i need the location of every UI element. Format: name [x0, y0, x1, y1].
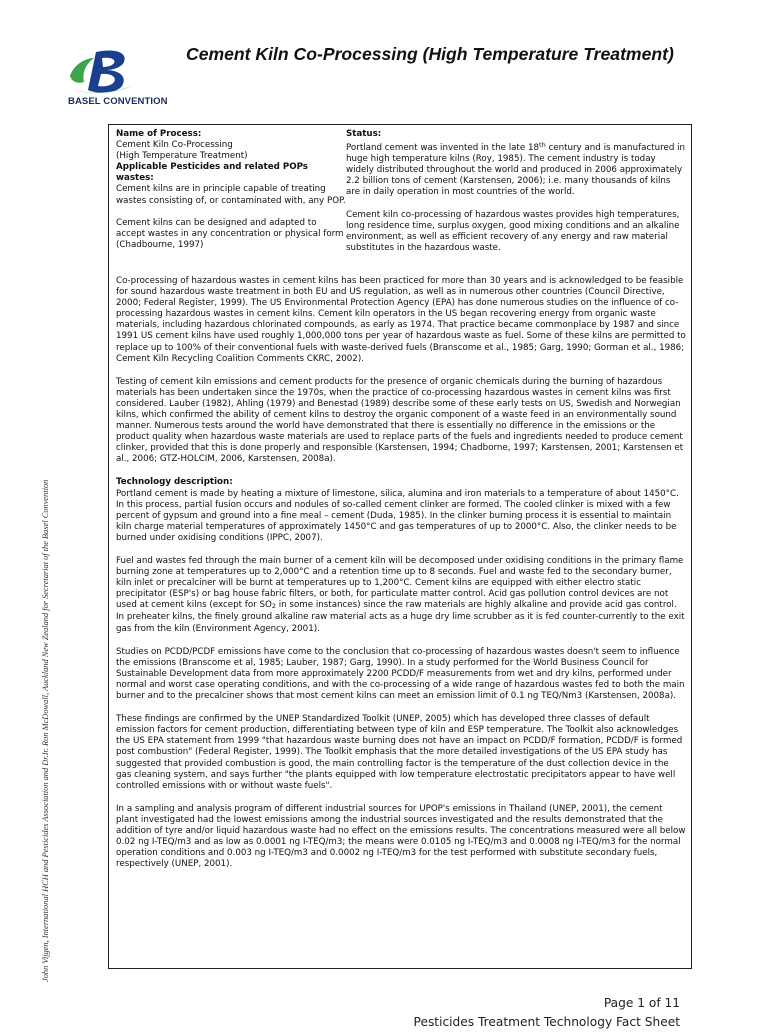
status-block: [346, 129, 686, 199]
applicable-text-2: Cement kilns can be designed and adapted to accept wastes in any concentration or physical form (Chadbourne, 1997): [116, 217, 344, 250]
status-superscript: th: [539, 141, 546, 150]
technology-heading: Technology description:: [116, 477, 233, 488]
so2-subscript: 2: [271, 602, 276, 611]
burners-text-a: Fuel and wastes fed through the main burner of a cement kiln will be decomposed under oxidising conditions in the primary flame burning zone at temperatures up to 2,000°C and a retention time up to 8 seconds. Fuel and waste fed to the secondary burner, kiln inlet or precalciner will be burnt at temperatures up to 1,200°C. Cement kilns are equipped with either electro static precipitator (ESP's) or bag house fabric filters, or both, for particulate matter control. Acid gas pollution control devices are not used at cement kilns (except for SO: [116, 556, 684, 611]
basel-logo-icon: [66, 46, 156, 96]
footer-series: Pesticides Treatment Technology Fact Sheet: [413, 1015, 680, 1029]
page-title: Cement Kiln Co-Processing (High Temperature Treatment): [186, 44, 674, 64]
status-column: [346, 129, 686, 265]
paragraph-history: Co-processing of hazardous wastes in cement kilns has been practiced for more than 30 years and is acknowledged to be feasible for sound hazardous waste treatment in both EU and US regulation, as well as in numerous other countries (Council Directive, 2000; Federal Register, 1999). The US Environmental Protection Agency (EPA) has done numerous studies on the influence of co-processing hazardous wastes in cement kilns. Cement kiln operators in the US began recovering energy from organic waste materials, including hazardous chlorinated compounds, as early as 1974. That practice became commonplace by 1987 and since 1991 US cement kilns have used roughly 1,000,000 tons per year of hazardous waste as fuel. Some of these kilns are permitted to replace up to 100% of their conventional fuels with waste-derived fuels (Branscome et al., 1985; Garg, 1990; Gorman et al., 1986; Cement Kiln Recycling Coalition Comments CKRC, 2002).: [116, 275, 686, 364]
page-number: Page 1 of 11: [603, 996, 680, 1010]
process-name-heading: Name of Process:: [116, 129, 202, 139]
paragraph-pcdd-studies: Studies on PCDD/PCDF emissions have come to the conclusion that co-processing of hazardous wastes doesn't seem to influence the emissions (Branscome et al, 1985; Lauber, 1987; Garg, 1990). In a study performed for the World Business Council for Sustainable Development data from more approximately 2200 PCDD/F measurements from wet and dry kilns, performed under normal and worst case operating conditions, and with the co-processing of a wide range of hazardous wastes fed to both the main burner and to the precalciner shows that most cement kilns can meet an emission limit of 0.1 ng TEQ/Nm3 (Karstensen, 2008a).: [116, 646, 685, 702]
paragraph-burners: [116, 556, 686, 635]
process-summary: [116, 129, 686, 265]
process-name-line-1: Cement Kiln Co-Processing: [116, 140, 233, 151]
status-text-2: Cement kiln co-processing of hazardous wastes provides high temperatures, long residence time, surplus oxygen, good mixing conditions and an alkaline environment, as well as efficient recovery of any energy and raw material substitutes in the hazardous waste.: [346, 209, 680, 253]
applicable-text-1: Cement kilns are in principle capable of treating wastes consisting of, or contaminated with, any POP.: [116, 184, 346, 206]
content-frame: [108, 124, 692, 969]
basel-convention-logo: [66, 46, 176, 108]
logo-text: BASEL CONVENTION: [68, 96, 168, 107]
status-text-1a: Portland cement was invented in the late 18: [346, 143, 540, 154]
status-heading: Status:: [346, 129, 382, 139]
process-name-line-2: (High Temperature Treatment): [116, 151, 248, 162]
technology-section: [116, 477, 686, 544]
side-attribution: John Vijgen, International HCH and Pesticides Association and Dr.Ir. Ron McDowall, Auckland New Zealand for Secretariat of the Basel Convention: [41, 479, 50, 982]
page-footer: [414, 994, 680, 1032]
status-text-1b: century and is manufactured in huge high temperature kilns (Roy, 1985). The cement industry is today widely distributed throughout the world and produced in 2006 approximately 2.2 billion tons of cement (Karstensen, 2006); i.e. many thousands of kilns are in daily operation in most countries of the world.: [346, 143, 686, 198]
process-column: [116, 129, 346, 265]
paragraph-thailand: In a sampling and analysis program of different industrial sources for UPOP's emissions in Thailand (UNEP, 2001), the cement plant investigated had the lowest emissions among the industrial sources investigated and the results demonstrated that the addition of tyre and/or liquid hazardous waste had no effect on the emissions results. The concentrations measured were all below 0.02 ng I-TEQ/m3 and as low as 0.0001 ng I-TEQ/m3; the means were 0.0105 ng I-TEQ/m3 and 0.0008 ng I-TEQ/m3 for the normal operation conditions and 0.003 ng I-TEQ/m3 and 0.0002 ng I-TEQ/m3 for the test performed with substitute secondary fuels, respectively (UNEP, 2001).: [116, 803, 686, 870]
paragraph-unep-toolkit: These findings are confirmed by the UNEP Standardized Toolkit (UNEP, 2005) which has developed three classes of default emission factors for cement production, differentiating between type of kiln and ESP temperature. The Toolkit also acknowledges the US EPA statement from 1999 "that hazardous waste burning does not have an impact on PCDD/F formation, PCDD/F is formed post combustion" (Federal Register, 1999). The Toolkit emphasis that the more detailed investigations of the US EPA study has suggested that provided combustion is good, the main controlling factor is the temperature of the dust collection device in the gas cleaning system, and says further "the plants equipped with low temperature electrostatic precipitators appear to have well controlled emissions with or without waste fuels".: [116, 714, 683, 791]
paragraph-testing: Testing of cement kiln emissions and cement products for the presence of organic chemicals during the burning of hazardous materials has been undertaken since the 1970s, when the practice of co-processing hazardous wastes in cement kilns was first considered. Lauber (1982), Ahling (1979) and Benestad (1989) describe some of these early tests on US, Swedish and Norwegian kilns, which confirmed the ability of cement kilns to destroy the organic component of a waste feed in an environmentally sound manner. Numerous tests around the world have demonstrated that there is essentially no difference in the emissions or the product quality when hazardous waste materials are used to replace parts of the fuels and ingredients needed to produce cement clinker, provided that this is done properly and responsible (Karstensen, 1994; Chadborne, 1997; Karstensen, 2001; Karstensen et al., 2006; GTZ-HOLCIM, 2006, Karstensen, 2008a).: [116, 376, 684, 465]
technology-text: Portland cement is made by heating a mixture of limestone, silica, alumina and iron materials to a temperature of about 1450°C. In this process, partial fusion occurs and nodules of so-called cement clinker are formed. The cooled clinker is mixed with a few percent of gypsum and ground into a fine meal – cement (Duda, 1985). In the clinker burning process it is essential to maintain kiln charge material temperatures of approximately 1450°C and gas temperatures of up to 2000°C. Also, the clinker needs to be burned under oxidising conditions (IPPC, 2007).: [116, 488, 679, 543]
process-name-block: [116, 129, 346, 207]
burners-text-b: in some instances) since the raw materials are highly alkaline and provide acid gas control. In preheater kilns, the finely ground alkaline raw material acts as a huge dry lime scrubber as it is fed counter-currently to the exit gas from the kiln (Environment Agency, 2001).: [116, 600, 685, 634]
applicable-heading: Applicable Pesticides and related POPs wastes:: [116, 162, 308, 184]
